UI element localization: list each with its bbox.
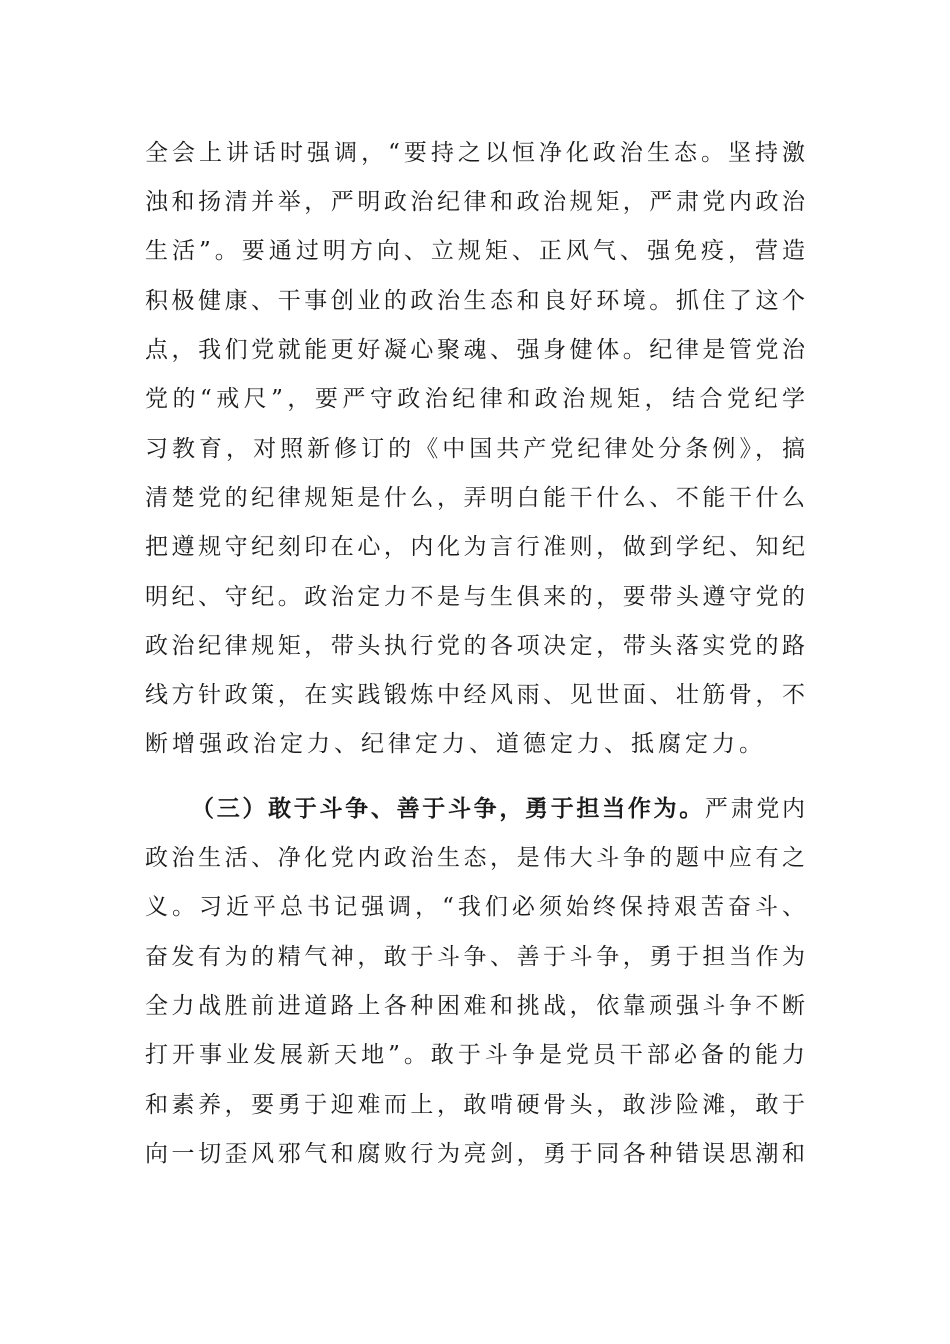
paragraph-2-line-7: 和素养，要勇于迎难而上，敢啃硬骨头，敢涉险滩，敢于 [145,1092,805,1118]
paragraph-1-line-12: 线方针政策，在实践锻炼中经风雨、见世面、壮筋骨，不 [145,682,805,708]
paragraph-1-line-4: 积极健康、干事创业的政治生态和良好环境。抓住了这个 [145,288,805,314]
paragraph-2-line-1-rest: 严肃党内 [704,796,806,822]
paragraph-1-line-11: 政治纪律规矩，带头执行党的各项决定，带头落实党的路 [145,633,805,659]
paragraph-1-line-2: 浊和扬清并举，严明政治纪律和政治规矩，严肃党内政治 [145,189,805,215]
paragraph-1-line-6: 党的“戒尺”，要严守政治纪律和政治规矩，结合党纪学 [145,386,805,412]
paragraph-2-line-1 [191,784,805,834]
section-heading: （三）敢于斗争、善于斗争，勇于担当作为。 [191,795,705,822]
paragraph-2-line-8: 向一切歪风邪气和腐败行为亮剑，勇于同各种错误思潮和 [145,1141,805,1167]
paragraph-1-line-1: 全会上讲话时强调，“要持之以恒净化政治生态。坚持激 [145,140,805,166]
paragraph-1-line-10: 明纪、守纪。政治定力不是与生俱来的，要带头遵守党的 [145,584,805,610]
paragraph-1-line-3: 生活”。要通过明方向、立规矩、正风气、强免疫，营造 [145,238,805,264]
paragraph-1-line-13: 断增强政治定力、纪律定力、道德定力、抵腐定力。 [145,731,766,757]
paragraph-1-line-5: 点，我们党就能更好凝心聚魂、强身健体。纪律是管党治 [145,337,805,363]
paragraph-1-line-9: 把遵规守纪刻印在心，内化为言行准则，做到学纪、知纪 [145,534,805,560]
paragraph-1-line-8: 清楚党的纪律规矩是什么，弄明白能干什么、不能干什么 [145,485,805,511]
paragraph-2-line-3: 义。习近平总书记强调，“我们必须始终保持艰苦奋斗、 [145,894,805,920]
paragraph-1-line-7: 习教育，对照新修订的《中国共产党纪律处分条例》，搞 [145,436,805,462]
paragraph-2-line-4: 奋发有为的精气神，敢于斗争、善于斗争，勇于担当作为 [145,944,805,970]
paragraph-2-line-5: 全力战胜前进道路上各种困难和挑战，依靠顽强斗争不断 [145,993,805,1019]
paragraph-2-line-6: 打开事业发展新天地”。敢于斗争是党员干部必备的能力 [145,1042,805,1068]
paragraph-2-line-2: 政治生活、净化党内政治生态，是伟大斗争的题中应有之 [145,845,805,871]
